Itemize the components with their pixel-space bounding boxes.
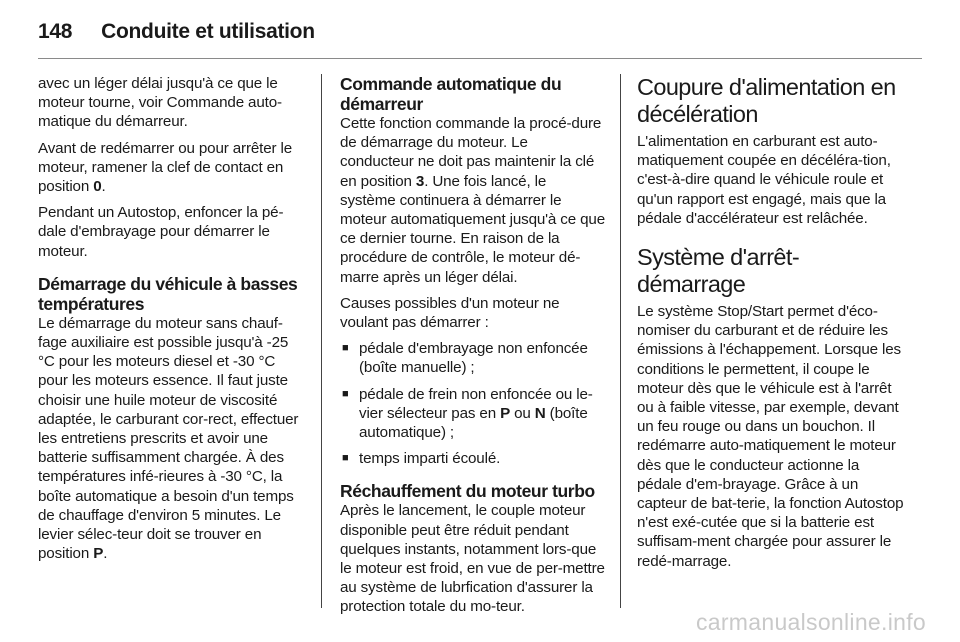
heading-turbo-warmup: Réchauffement du moteur turbo: [340, 481, 595, 502]
page-number: 148: [38, 20, 73, 43]
causes-list: [340, 339, 605, 468]
column-3: [637, 74, 905, 578]
paragraph-auto-start: Cette fonction commande la procé-dure de démarrage du moteur. Le conducteur ne doit pas maintenir la clé en position 3. Une fois lancé, le système continuera à démarrer le moteur automatiquement jusqu'à ce que ce dernier tourne. En raison de la procédure de contrôle, le moteur dé-marre après un léger délai.: [340, 115, 605, 286]
header-divider: [38, 58, 922, 59]
paragraph-autostop: Pendant un Autostop, enfoncer la pé-dale d'embrayage pour démarrer le moteur.: [38, 204, 284, 260]
paragraph-fuel-cutoff: L'alimentation en carburant est auto-matiquement coupée en décéléra-tion, c'est-à-dire quand le véhicule roule et qu'un rapport est engagé, mais que la pédale d'accélérateur est relâchée.: [637, 133, 891, 227]
heading-stop-start: Système d'arrêt-démarrage: [637, 244, 800, 298]
paragraph-turbo-warmup: Après le lancement, le couple moteur disponible peut être réduit pendant quelques instants, notamment lors-que le moteur est froid, en vue de per-mettre au système de lubrfication d'assurer la protection totale du mo-teur.: [340, 502, 605, 616]
heading-fuel-cutoff: Coupure d'alimentation en décélération: [637, 74, 896, 127]
paragraph-cold-start: Le démarrage du moteur sans chauf-fage auxiliaire est possible jusqu'à -25 °C pour les moteurs diesel et -30 °C pour les moteurs essence. Il faut juste choisir une huile moteur de viscosité adaptée, le carburant cor-rect, effectuer les entretiens prescrits et avoir une batterie suffisamment chargée. À des températures infé-rieures à -30 °C, la boîte automatique a besoin d'un temps de chauffage d'environ 5 minutes. Le levier sélec-teur doit se trouver en position P.: [38, 314, 299, 563]
section-title: Conduite et utilisation: [101, 20, 315, 43]
column-divider-1: [321, 74, 322, 608]
paragraph-delay: avec un léger délai jusqu'à ce que le moteur tourne, voir Commande auto-matique du démarreur.: [38, 75, 282, 131]
gear-position-p: P: [93, 545, 104, 563]
paragraph-restart: Avant de redémarrer ou pour arrêter le moteur, ramener la clef de contact en position 0.: [38, 139, 293, 196]
list-item: ■ pédale de frein non enfoncée ou le-vier sélecteur pas en P ou N (boîte automatique) ;: [342, 385, 593, 442]
bullet-icon: ■: [342, 342, 349, 355]
paragraph-stop-start: Le système Stop/Start permet d'éco-nomiser du carburant et de réduire les émissions à l'échappement. Lorsque les conditions le permettent, il coupe le moteur dès que le véhicule est à l'arrêt ou à faible vitesse, par exemple, devant un feu rouge ou dans un bouchon. Il redémarre auto-matiquement le moteur dès que le conducteur actionne la pédale d'em-brayage. Grâce à un capteur de bat-terie, la fonction Autostop n'est exé-cutée que si la batterie est suffisam-ment chargée pour assurer le redé-marrage.: [637, 303, 904, 570]
column-1: [38, 74, 306, 570]
heading-auto-start: Commande automatique du démarreur: [340, 74, 562, 114]
bullet-icon: ■: [342, 387, 349, 400]
page-header: [38, 20, 315, 46]
key-position-3: 3: [415, 172, 425, 190]
bullet-icon: ■: [342, 452, 349, 465]
watermark: carmanualsonline.info: [695, 609, 926, 635]
paragraph-causes: Causes possibles d'un moteur ne voulant pas démarrer :: [340, 294, 560, 332]
heading-cold-start: Démarrage du véhicule à basses températures: [38, 273, 298, 314]
list-item: ■ pédale d'embrayage non enfoncée (boîte manuelle) ;: [342, 340, 588, 377]
column-2: [340, 74, 605, 624]
column-divider-2: [620, 74, 621, 608]
list-item: ■ temps imparti écoulé.: [342, 450, 501, 468]
key-position-0: 0: [93, 178, 102, 196]
